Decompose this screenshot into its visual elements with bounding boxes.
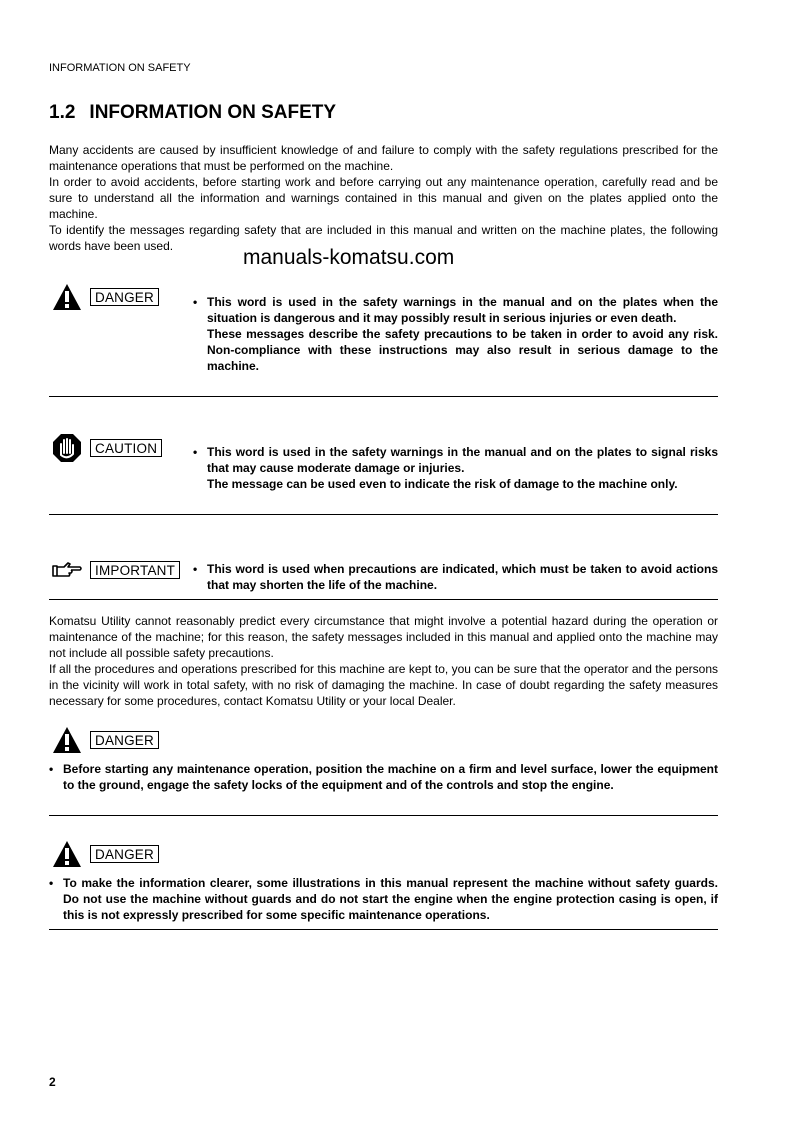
danger-sign (52, 726, 159, 754)
bullet: • (49, 876, 54, 890)
danger-sign (52, 840, 159, 868)
page-number: 2 (49, 1075, 56, 1089)
danger-warning-1 (49, 761, 718, 793)
divider (49, 599, 718, 600)
danger-warning-2-text: To make the information clearer, some illustrations in this manual represent the machine without safety guards. Do not use the machine without guards and do not start the engine when the engine protection casing is open, if this is not expressly prescribed for some specific maintenance operations. (63, 876, 718, 922)
section-title (49, 102, 336, 124)
danger-sign (52, 283, 159, 311)
warning-triangle-icon (52, 840, 82, 868)
danger-label: DANGER (90, 731, 159, 749)
divider (49, 929, 718, 930)
danger-definition-line-1: This word is used in the safety warnings in the manual and on the plates when the situation is dangerous and it may possibly result in serious injuries or even death. (207, 295, 718, 325)
caution-definition (193, 444, 718, 492)
important-label: IMPORTANT (90, 561, 180, 579)
caution-sign (52, 433, 162, 463)
bullet: • (193, 295, 198, 309)
intro-paragraph-3: To identify the messages regarding safety that are included in this manual and written on the machine plates, the following words have been used. (49, 223, 718, 253)
important-sign (52, 560, 180, 580)
warning-triangle-icon (52, 726, 82, 754)
komatsu-paragraph-2: If all the procedures and operations prescribed for this machine are kept to, you can be sure that the operator and the persons in the vicinity will work in total safety, with no risk of damaging the machine. In case of doubt regarding the safety measures necessary for some procedures, contact Komatsu Utility or your local Dealer. (49, 662, 718, 708)
caution-definition-line-1: This word is used in the safety warnings in the manual and on the plates to signal risks that may cause moderate damage or injuries. (207, 445, 718, 475)
danger-definition (193, 294, 718, 374)
danger-warning-1-text: Before starting any maintenance operation, position the machine on a firm and level surface, lower the equipment to the ground, engage the safety locks of the equipment and of the controls and stop the engine. (63, 762, 718, 792)
bullet: • (49, 762, 54, 776)
watermark: manuals-komatsu.com (243, 246, 455, 269)
danger-label: DANGER (90, 845, 159, 863)
section-number: 1.2 (49, 102, 76, 123)
bullet: • (193, 562, 198, 576)
caution-label: CAUTION (90, 439, 162, 457)
danger-definition-line-2: These messages describe the safety precautions to be taken in order to avoid any risk. Non-compliance with these instructions may also result in serious damage to the machine. (207, 327, 718, 373)
running-head: INFORMATION ON SAFETY (49, 62, 191, 74)
divider (49, 396, 718, 397)
important-definition-line-1: This word is used when precautions are indicated, which must be taken to avoid actions that may shorten the life of the machine. (207, 562, 718, 592)
divider (49, 815, 718, 816)
komatsu-paragraph-1: Komatsu Utility cannot reasonably predict every circumstance that might involve a potential hazard during the operation or maintenance of the machine; for this reason, the safety messages included in this manual and applied onto the machine may not include all possible safety precautions. (49, 614, 718, 660)
warning-triangle-icon (52, 283, 82, 311)
intro-paragraph-2: In order to avoid accidents, before starting work and before carrying out any maintenance operation, carefully read and be sure to understand all the information and warnings contained in this manual and given on the plates applied onto the machine. (49, 175, 718, 221)
danger-label: DANGER (90, 288, 159, 306)
caution-hand-icon (52, 433, 82, 463)
caution-definition-line-2: The message can be used even to indicate the risk of damage to the machine only. (207, 477, 678, 491)
important-definition (193, 561, 718, 593)
divider (49, 514, 718, 515)
section-title-text: INFORMATION ON SAFETY (89, 102, 337, 123)
bullet: • (193, 445, 198, 459)
intro-paragraph-1: Many accidents are caused by insufficient knowledge of and failure to comply with the safety regulations prescribed for the maintenance operations that must be performed on the machine. (49, 143, 718, 173)
danger-warning-2 (49, 875, 718, 923)
pointing-hand-icon (52, 560, 82, 580)
